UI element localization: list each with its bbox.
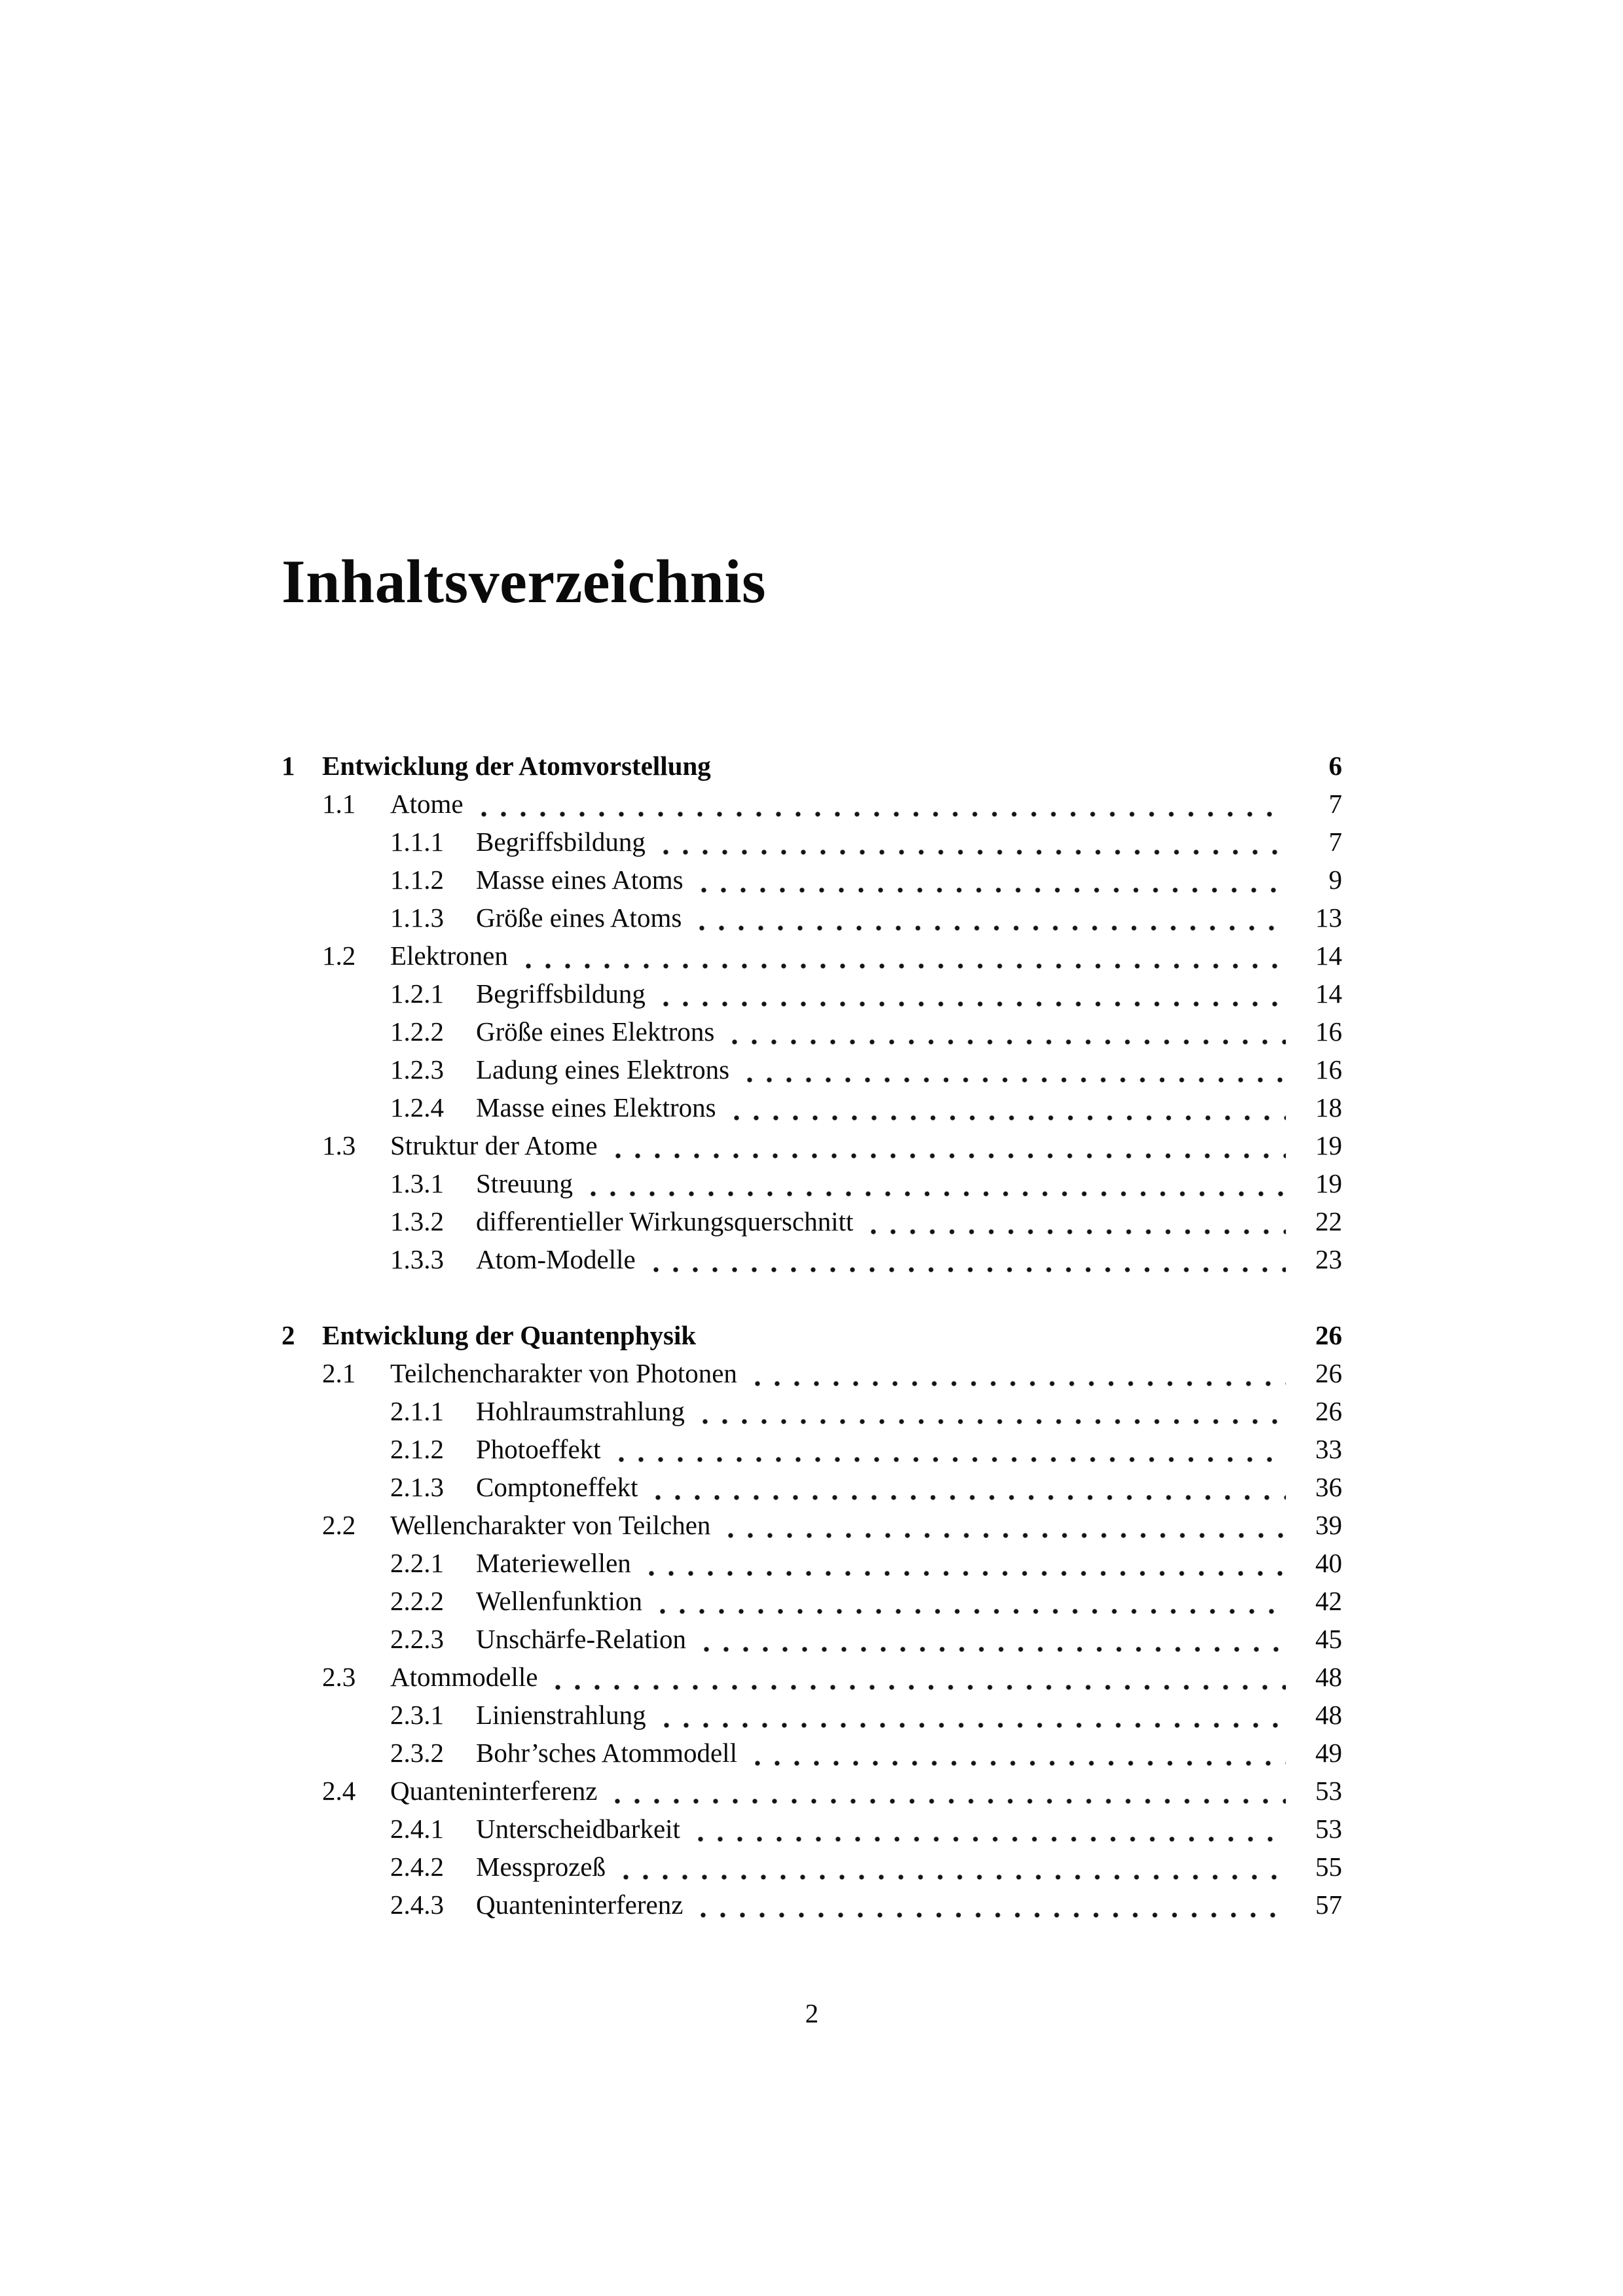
toc-entry-title: Entwicklung der Quantenphysik: [322, 1320, 697, 1351]
toc-entry: [282, 1202, 1342, 1240]
toc-entry-page: 22: [1315, 1206, 1342, 1237]
toc-chapter-entry: [282, 747, 1342, 785]
toc-entry-title: Photoeffekt: [476, 1434, 601, 1465]
toc-entry-title: Größe eines Elektrons: [476, 1016, 715, 1047]
toc-entry-title: Atommodelle: [390, 1662, 538, 1693]
toc-leader-dots: [610, 1430, 1286, 1468]
toc-entry-number: 2.4: [322, 1776, 356, 1806]
toc-entry-number: 2.2.2: [390, 1586, 444, 1617]
toc-entry-title: Ladung eines Elektrons: [476, 1054, 730, 1085]
toc-entry-page: 42: [1315, 1586, 1342, 1617]
toc-leader-dots: [692, 1886, 1286, 1924]
toc-entry: [282, 1886, 1342, 1924]
toc-entry-number: 2.2: [322, 1510, 356, 1541]
toc-leader-dots: [694, 1392, 1286, 1430]
toc-entry-page: 16: [1315, 1054, 1342, 1085]
toc-entry-page: 7: [1328, 827, 1342, 857]
toc-entry: [282, 1354, 1342, 1392]
toc-entry-title: differentieller Wirkungsquerschnitt: [476, 1206, 854, 1237]
toc-entry: [282, 1544, 1342, 1582]
toc-entry: [282, 823, 1342, 861]
toc-leader-dots: [615, 1848, 1286, 1886]
toc-entry-page: 7: [1328, 789, 1342, 819]
toc-entry-page: 40: [1315, 1548, 1342, 1579]
toc-entry: [282, 1050, 1342, 1088]
toc-entry: [282, 975, 1342, 1013]
toc-entry-page: 49: [1315, 1738, 1342, 1768]
toc-entry-number: 2.4.2: [390, 1852, 444, 1882]
toc-entry-title: Quanteninterferenz: [476, 1890, 684, 1920]
toc-entry-number: 2.4.1: [390, 1814, 444, 1844]
toc-entry-page: 33: [1315, 1434, 1342, 1465]
toc-entry-page: 53: [1315, 1776, 1342, 1806]
toc-entry-page: 14: [1315, 941, 1342, 971]
toc-leader-dots: [720, 1506, 1286, 1544]
document-title: Inhaltsverzeichnis: [282, 548, 767, 616]
toc-entry-number: 2.3.1: [390, 1700, 444, 1731]
toc-entry-page: 9: [1328, 865, 1342, 895]
toc-entry-title: Begriffsbildung: [476, 827, 646, 857]
toc-entry-page: 14: [1315, 978, 1342, 1009]
toc-entry-number: 1.1.1: [390, 827, 444, 857]
toc-entry: [282, 1126, 1342, 1164]
toc-entry: [282, 1848, 1342, 1886]
toc-entry-number: 1.3: [322, 1130, 356, 1161]
toc-leader-dots: [695, 1620, 1286, 1658]
toc-entry-title: Masse eines Elektrons: [476, 1092, 716, 1123]
toc-entry-title: Quanteninterferenz: [390, 1776, 598, 1806]
toc-entry-number: 2.3.2: [390, 1738, 444, 1768]
toc-entry-title: Unschärfe-Relation: [476, 1624, 687, 1655]
toc-entry-number: 1.1.2: [390, 865, 444, 895]
toc-entry-page: 26: [1315, 1320, 1342, 1351]
toc-entry-page: 48: [1315, 1700, 1342, 1731]
toc-leader-dots: [655, 823, 1286, 861]
toc-entry-title: Wellenfunktion: [476, 1586, 643, 1617]
toc-entry-page: 16: [1315, 1016, 1342, 1047]
page-content: [282, 0, 1342, 1924]
toc-entry-title: Teilchencharakter von Photonen: [390, 1358, 737, 1389]
toc-entry-title: Masse eines Atoms: [476, 865, 684, 895]
toc-entry-title: Messprozeß: [476, 1852, 606, 1882]
toc-entry-number: 2.1.1: [390, 1396, 444, 1427]
toc-entry-number: 1.2.4: [390, 1092, 444, 1123]
toc-entry-title: Hohlraumstrahlung: [476, 1396, 685, 1427]
toc-chapter-entry: [282, 1316, 1342, 1354]
toc-entry-page: 26: [1315, 1358, 1342, 1389]
toc-entry-number: 2.2.1: [390, 1548, 444, 1579]
toc-leader-dots: [651, 1582, 1286, 1620]
toc-entry-title: Elektronen: [390, 941, 508, 971]
toc-entry: [282, 1164, 1342, 1202]
toc-entry: [282, 1658, 1342, 1696]
toc-entry-number: 1.3.1: [390, 1168, 444, 1199]
toc-entry-number: 1.2.1: [390, 978, 444, 1009]
toc-leader-dots: [607, 1126, 1286, 1164]
toc-entry-page: 36: [1315, 1472, 1342, 1503]
footer-page-number: 2: [805, 1998, 819, 2028]
toc-entry: [282, 1696, 1342, 1734]
toc-entry-page: 19: [1315, 1168, 1342, 1199]
toc-entry: [282, 1430, 1342, 1468]
toc-leader-dots: [517, 937, 1286, 975]
toc-entry-title: Atome: [390, 789, 464, 819]
toc-entry-page: 26: [1315, 1396, 1342, 1427]
toc-entry-title: Linienstrahlung: [476, 1700, 646, 1731]
toc-entry-page: 53: [1315, 1814, 1342, 1844]
toc-leader-dots: [547, 1658, 1286, 1696]
toc-entry-title: Größe eines Atoms: [476, 903, 682, 933]
toc-entry-page: 19: [1315, 1130, 1342, 1161]
toc-leader-dots: [862, 1202, 1286, 1240]
toc-leader-dots: [725, 1088, 1286, 1126]
toc-entry-page: 55: [1315, 1852, 1342, 1882]
toc-entry: [282, 1772, 1342, 1810]
toc-entry: [282, 1810, 1342, 1848]
toc-entry: [282, 937, 1342, 975]
toc-leader-dots: [739, 1050, 1286, 1088]
toc-entry-number: 1.2.2: [390, 1016, 444, 1047]
toc-leader-dots: [691, 899, 1286, 937]
toc-entry: [282, 1392, 1342, 1430]
toc-entry: [282, 1013, 1342, 1050]
toc-entry-title: Wellencharakter von Teilchen: [390, 1510, 711, 1541]
toc-entry-title: Streuung: [476, 1168, 574, 1199]
toc-entry-page: 39: [1315, 1510, 1342, 1541]
toc-entry-title: Unterscheidbarkeit: [476, 1814, 680, 1844]
toc-leader-dots: [746, 1734, 1286, 1772]
toc-chapter-block: [282, 1316, 1342, 1924]
toc-entry-number: 1.3.3: [390, 1244, 444, 1275]
toc-entry-number: 1: [282, 751, 295, 781]
toc-entry-number: 2.1.2: [390, 1434, 444, 1465]
toc-leader-dots: [647, 1468, 1286, 1506]
toc-leader-dots: [606, 1772, 1286, 1810]
toc-entry-title: Comptoneffekt: [476, 1472, 638, 1503]
toc-leader-dots: [723, 1013, 1286, 1050]
toc-entry: [282, 1506, 1342, 1544]
toc-entry-number: 2.1.3: [390, 1472, 444, 1503]
toc-entry-page: 13: [1315, 903, 1342, 933]
toc-entry: [282, 861, 1342, 899]
toc-entry-page: 57: [1315, 1890, 1342, 1920]
toc-entry: [282, 1240, 1342, 1278]
toc-entry: [282, 1088, 1342, 1126]
toc-entry-number: 1.2.3: [390, 1054, 444, 1085]
toc-entry: [282, 785, 1342, 823]
toc-leader-dots: [645, 1240, 1286, 1278]
toc-leader-dots: [582, 1164, 1286, 1202]
toc-entry-number: 2.4.3: [390, 1890, 444, 1920]
toc-leader-dots: [693, 861, 1286, 899]
toc-leader-dots: [655, 1696, 1286, 1734]
toc-entry: [282, 1734, 1342, 1772]
toc-entry-number: 2.3: [322, 1662, 356, 1693]
toc-entry: [282, 1468, 1342, 1506]
toc-entry-number: 1.3.2: [390, 1206, 444, 1237]
toc-entry-title: Entwicklung der Atomvorstellung: [322, 751, 711, 781]
toc: [282, 747, 1342, 1924]
toc-entry: [282, 899, 1342, 937]
toc-entry-page: 48: [1315, 1662, 1342, 1693]
toc-entry-number: 1.2: [322, 941, 356, 971]
toc-entry-title: Struktur der Atome: [390, 1130, 598, 1161]
toc-leader-dots: [655, 975, 1286, 1013]
toc-chapter-block: [282, 747, 1342, 1278]
toc-entry-page: 23: [1315, 1244, 1342, 1275]
toc-entry-number: 1.1: [322, 789, 356, 819]
toc-leader-dots: [473, 785, 1286, 823]
toc-entry-page: 18: [1315, 1092, 1342, 1123]
toc-entry: [282, 1620, 1342, 1658]
toc-entry-title: Bohr’sches Atommodell: [476, 1738, 737, 1768]
toc-entry-title: Atom-Modelle: [476, 1244, 636, 1275]
toc-entry: [282, 1582, 1342, 1620]
toc-entry-number: 1.1.3: [390, 903, 444, 933]
toc-entry-page: 45: [1315, 1624, 1342, 1655]
toc-entry-title: Begriffsbildung: [476, 978, 646, 1009]
toc-entry-number: 2: [282, 1320, 295, 1351]
toc-entry-page: 6: [1328, 751, 1342, 781]
toc-leader-dots: [640, 1544, 1286, 1582]
toc-entry-title: Materiewellen: [476, 1548, 631, 1579]
toc-leader-dots: [746, 1354, 1286, 1392]
toc-entry-number: 2.2.3: [390, 1624, 444, 1655]
toc-entry-number: 2.1: [322, 1358, 356, 1389]
toc-leader-dots: [689, 1810, 1286, 1848]
